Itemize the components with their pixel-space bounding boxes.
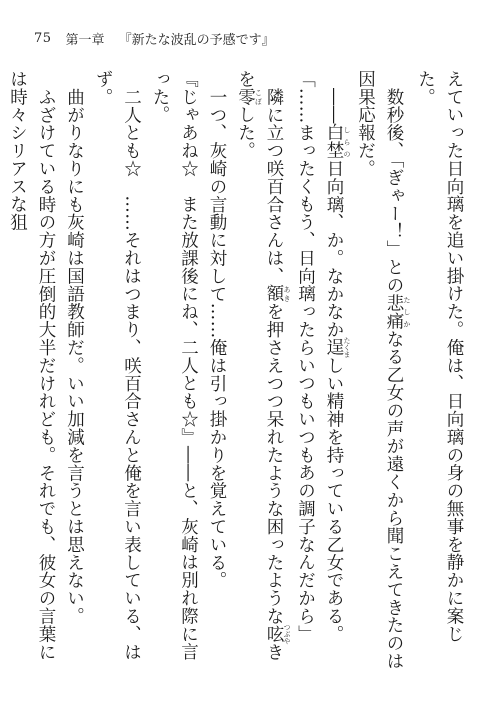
ruby-text: 白埜 しらの	[324, 123, 351, 160]
text-line: ――白埜 しらの日向璃、か。なかなか逞 たくましい精神を持っている乙女である。	[324, 87, 351, 643]
ruby-text: 額 あき	[264, 284, 291, 303]
page-number: 75	[34, 30, 52, 46]
text-line: 二人とも☆ ……それはつまり、咲百合さんと俺を言い表している、はず。	[93, 70, 142, 661]
ruby-text: 逞 たくま	[324, 336, 351, 358]
ruby-text: 零 こぼ	[235, 87, 263, 106]
chapter-label: 第一章	[65, 32, 105, 48]
text-line: 曲がりなりにも灰崎は国語教師だ。いい加減を言うとは思えない。	[64, 87, 85, 625]
text-line: 「……まったくもう、日向璃ったらいつもいつもあの調子なんだから」	[295, 70, 316, 643]
ruby-text: 悲痛 たしか	[384, 293, 411, 330]
text-line: 『じゃあね☆ また放課後にね、二人とも☆』――と、灰崎は別れ際に言った。	[150, 70, 199, 661]
text-line	[0, 70, 3, 670]
novel-body-text	[7, 70, 468, 670]
chapter-title: 『新たな波乱の予感です』	[118, 32, 275, 48]
ruby-text: 呟 つぶや	[264, 622, 291, 644]
text-line: 数秒後、「ぎゃー！」との悲痛 たしかなる乙女の声が遠くから聞こえてきたのは因果応報だ。	[355, 70, 411, 670]
text-line: ふざけている時の方が圧倒的大半だけれども。それでも、彼女の言葉には時々シリアスな狙	[7, 70, 56, 661]
text-line: 隣に立つ咲百合さんは、額 あきを押さえつつ呆れたような困ったような呟 つぶやきを零 こぼした。	[235, 70, 291, 661]
text-line: 一つ、灰崎の言動に対して……俺は引っ掛かりを覚えている。	[207, 87, 227, 589]
text-line: えていった日向璃を追い掛けた。俺は、日向璃の身の無事を静かに案じた。	[415, 70, 464, 643]
running-header	[34, 28, 466, 48]
